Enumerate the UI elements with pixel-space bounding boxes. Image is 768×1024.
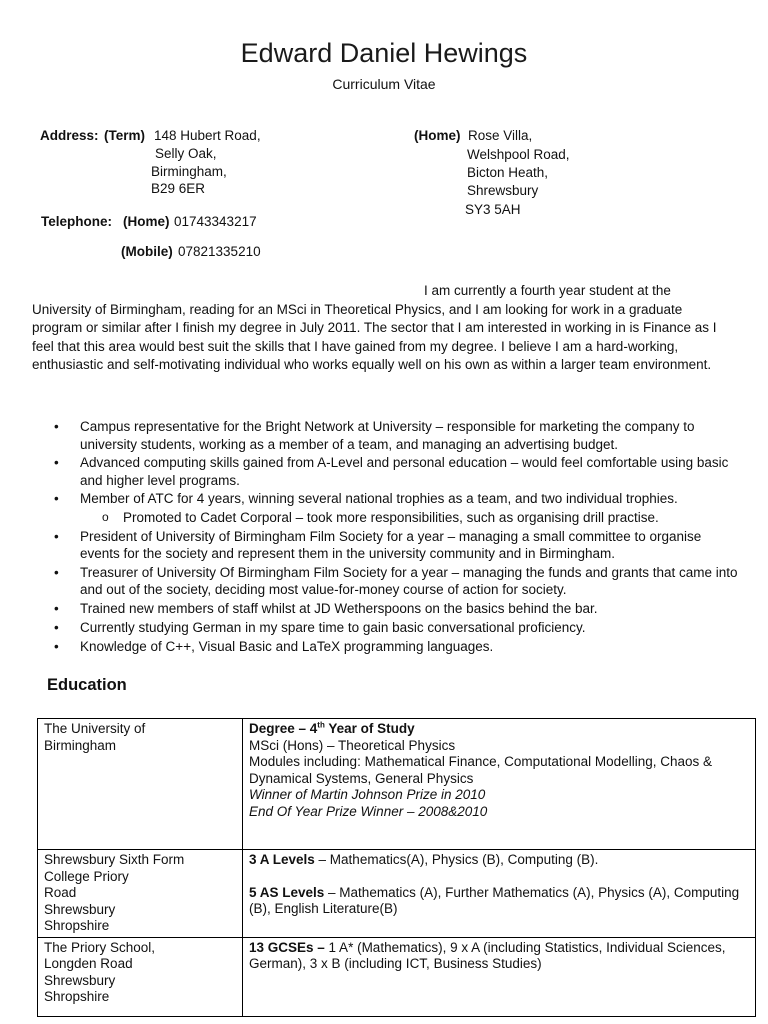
- home-address-line: Shrewsbury: [467, 183, 539, 198]
- list-item-text: Knowledge of C++, Visual Basic and LaTeX programming languages.: [80, 638, 494, 654]
- institution-cell: [38, 850, 243, 938]
- list-item-text: President of University of Birmingham Film Society for a year – managing a small committee to organise events for the society and represent them in the university community and in Birmingham.: [80, 528, 702, 562]
- table-row: [38, 850, 756, 938]
- personal-statement: [32, 282, 732, 375]
- list-item: [52, 490, 742, 508]
- list-item-text: Campus representative for the Bright Network at University – responsible for marketing the company to university students, working as a member of a team, and managing an advertising budget.: [80, 419, 695, 452]
- prize-item: End Of Year Prize Winner – 2008&2010: [249, 803, 488, 819]
- term-address-line: 148 Hubert Road,: [154, 128, 261, 143]
- education-table: [37, 718, 756, 1017]
- cv-subtitle: Curriculum Vitae: [332, 76, 436, 92]
- list-item: [52, 564, 742, 599]
- home-address-line: Rose Villa,: [468, 128, 533, 143]
- alevels: 3 A Levels – Mathematics(A), Physics (B), Computing (B).: [249, 852, 599, 867]
- degree-modules: Modules including: Mathematical Finance, Computational Modelling, Chaos & Dynamical Systems, General Physics: [249, 754, 712, 786]
- institution-line: Shropshire: [44, 989, 110, 1004]
- institution-line: Shrewsbury: [44, 972, 116, 988]
- institution-line: College Priory: [44, 868, 129, 884]
- institution-line: Shrewsbury: [44, 901, 116, 917]
- tel-home-number: 01743343217: [174, 214, 257, 229]
- home-address-line: Welshpool Road,: [467, 147, 570, 162]
- list-item-text: Promoted to Cadet Corporal – took more responsibilities, such as organising drill practise.: [123, 510, 659, 526]
- list-item: [52, 418, 742, 453]
- table-row: [38, 719, 756, 850]
- tel-home-label: (Home): [123, 214, 170, 229]
- term-address-line: Selly Oak,: [155, 146, 217, 161]
- institution-cell: [38, 719, 243, 850]
- bullet-icon: •: [54, 491, 59, 507]
- list-item: [52, 454, 742, 489]
- home-label: (Home): [414, 128, 461, 143]
- list-item: [52, 600, 742, 618]
- bullet-icon: •: [54, 455, 59, 471]
- list-item-text: Treasurer of University Of Birmingham Film Society for a year – managing the funds and grants that came into and out of the society, deciding most value-for-money course of action for society.: [80, 564, 738, 598]
- qualification-cell: [243, 937, 756, 1016]
- institution-line: Birmingham: [44, 737, 117, 753]
- sub-list-item: [52, 509, 742, 527]
- list-item-text: Trained new members of staff whilst at JD Wetherspoons on the basics behind the bar.: [80, 601, 598, 617]
- bullet-icon: •: [54, 638, 59, 654]
- bullet-icon: •: [54, 528, 59, 544]
- degree-title: Degree – 4th Year of Study: [249, 720, 415, 736]
- aslevels: 5 AS Levels – Mathematics (A), Further Mathematics (A), Physics (A), Computing (B), English Literature(B): [249, 884, 740, 916]
- list-item-text: Currently studying German in my spare time to gain basic conversational proficiency.: [80, 619, 586, 635]
- institution-line: The University of: [44, 721, 146, 736]
- list-item-text: Advanced computing skills gained from A-Level and personal education – would feel comfortable using basic and higher level programs.: [80, 455, 729, 488]
- qualification-cell: [243, 719, 756, 850]
- qualification-cell: [243, 850, 756, 938]
- bullet-icon: •: [54, 564, 59, 580]
- education-heading: Education: [47, 676, 127, 694]
- personal-statement-text: I am currently a fourth year student at the University of Birmingham, reading for an MSci in Theoretical Physics, and I am looking for work in a graduate program or similar after I finish my degree in July 2011. The sector that I am interested in working in is Finance as I feel that this area would best suit the skills that I have gained from my degree. I believe I am a hard-working, enthusiastic and self-motivating individual who works equally well on his own as within a larger team environment.: [32, 283, 717, 373]
- tel-mobile-number: 07821335210: [178, 244, 261, 259]
- home-address-line: SY3 5AH: [465, 202, 521, 217]
- telephone-label: Telephone:: [41, 214, 113, 229]
- skills-list: [52, 418, 742, 656]
- bullet-icon: •: [54, 419, 59, 434]
- table-row: [38, 937, 756, 1016]
- cv-name: Edward Daniel Hewings: [240, 38, 528, 68]
- institution-line: Shrewsbury Sixth Form: [44, 852, 185, 867]
- sub-bullet-icon: o: [102, 510, 109, 525]
- term-label: (Term): [104, 128, 146, 143]
- bullet-icon: •: [54, 619, 59, 635]
- term-address-line: Birmingham,: [151, 164, 227, 179]
- institution-line: Road: [44, 885, 77, 900]
- prize-item: Winner of Martin Johnson Prize in 2010: [249, 787, 486, 802]
- term-address-line: B29 6ER: [151, 181, 206, 196]
- institution-line: Shropshire: [44, 918, 110, 933]
- institution-cell: [38, 937, 243, 1016]
- list-item: [52, 619, 742, 637]
- list-item-text: Member of ATC for 4 years, winning several national trophies as a team, and two individual trophies.: [80, 491, 678, 507]
- list-item: [52, 638, 742, 656]
- tel-mobile-label: (Mobile): [121, 244, 173, 259]
- list-item: [52, 528, 742, 563]
- address-label: Address:: [40, 128, 99, 143]
- institution-line: The Priory School,: [44, 939, 156, 955]
- gcses: 13 GCSEs – 1 A* (Mathematics), 9 x A (including Statistics, Individual Sciences, German), 3 x B (including ICT, Business Studies): [249, 939, 726, 971]
- bullet-icon: •: [54, 601, 59, 617]
- home-address-line: Bicton Heath,: [467, 165, 549, 180]
- institution-line: Longden Road: [44, 956, 133, 971]
- degree-course: MSci (Hons) – Theoretical Physics: [249, 737, 456, 753]
